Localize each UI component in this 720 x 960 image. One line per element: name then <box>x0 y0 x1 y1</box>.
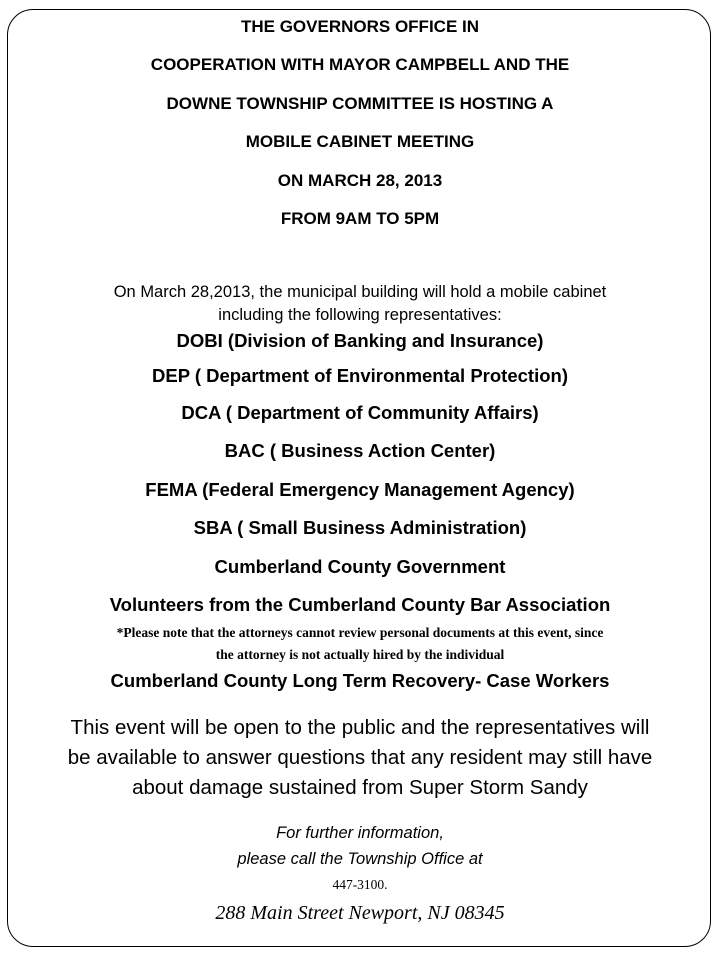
rep-dca: DCA ( Department of Community Affairs) <box>181 402 539 423</box>
public-notice-line-1: This event will be open to the public and the representatives will <box>70 716 650 739</box>
rep-fema: FEMA (Federal Emergency Management Agency) <box>145 479 575 500</box>
address: 288 Main Street Newport, NJ 08345 <box>215 902 505 924</box>
header-line-2: COOPERATION WITH MAYOR CAMPBELL AND THE <box>150 55 570 74</box>
header-line-1: THE GOVERNORS OFFICE IN <box>240 17 480 36</box>
public-notice-line-3: about damage sustained from Super Storm Sandy <box>132 776 588 799</box>
intro-line-1: On March 28,2013, the municipal building will hold a mobile cabinet <box>113 283 607 301</box>
phone-number: 447-3100. <box>332 877 388 892</box>
rep-bac: BAC ( Business Action Center) <box>224 440 496 461</box>
rep-dobi: DOBI (Division of Banking and Insurance) <box>176 330 544 351</box>
contact-line-1: For further information, <box>276 824 444 842</box>
public-notice-line-2: be available to answer questions that any resident may still have <box>67 746 653 769</box>
intro-line-2: including the following representatives: <box>218 306 502 324</box>
rep-long-term-recovery: Cumberland County Long Term Recovery- Case Workers <box>110 670 610 691</box>
event-time: FROM 9AM TO 5PM <box>280 209 440 228</box>
rep-bar-association: Volunteers from the Cumberland County Bar Association <box>109 594 611 615</box>
attorney-note-line-2: the attorney is not actually hired by the individual <box>215 647 505 662</box>
header-line-4: MOBILE CABINET MEETING <box>245 132 475 151</box>
rep-county-government: Cumberland County Government <box>214 556 506 577</box>
rep-dep: DEP ( Department of Environmental Protection) <box>152 365 568 386</box>
rep-sba: SBA ( Small Business Administration) <box>193 517 527 538</box>
attorney-note-line-1: *Please note that the attorneys cannot review personal documents at this event, since <box>116 625 604 640</box>
event-date: ON MARCH 28, 2013 <box>277 171 443 190</box>
header-line-3: DOWNE TOWNSHIP COMMITTEE IS HOSTING A <box>166 94 554 113</box>
contact-line-2: please call the Township Office at <box>237 850 483 868</box>
